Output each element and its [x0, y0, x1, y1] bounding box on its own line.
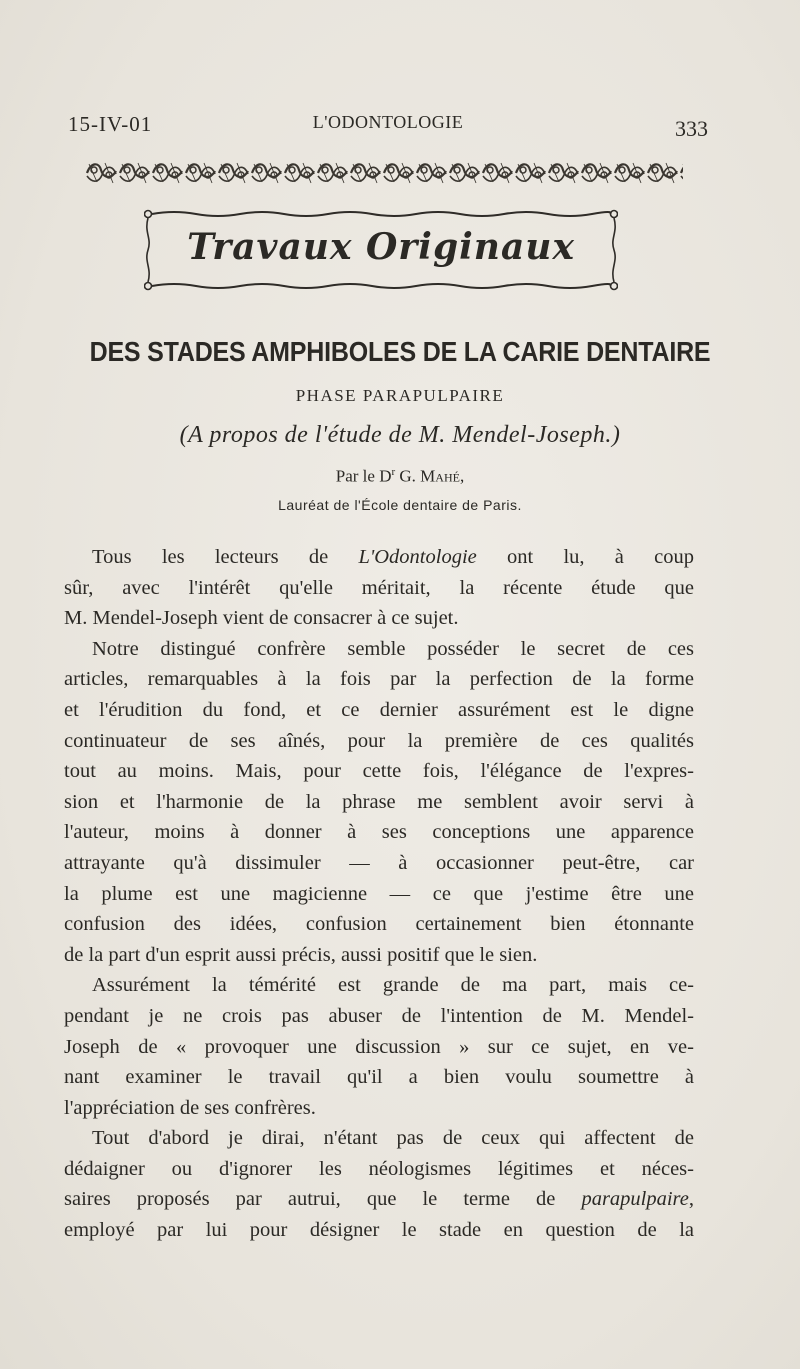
ornament-pattern-icon — [85, 158, 683, 188]
text-segment: , — [688, 1188, 694, 1211]
italic-term: L'Odontologie — [358, 546, 477, 568]
text-line — [36, 879, 694, 910]
text-line — [36, 817, 694, 848]
text-line — [36, 1032, 694, 1063]
author-name: G. Mahé, — [399, 466, 465, 486]
article-note: (A propos de l'étude de M. Mendel-Joseph.) — [179, 422, 621, 448]
paragraph — [64, 970, 694, 1123]
article-subtitle: PHASE PARAPULPAIRE — [295, 386, 505, 405]
text-segment: articles, remarquables à la fois par la perfection de la forme — [64, 668, 694, 691]
text-segment: ont lu, à coup — [476, 546, 694, 568]
text-line — [36, 756, 694, 787]
text-segment: M. Mendel-Joseph vient de consacrer à ce sujet. — [64, 607, 459, 630]
text-segment: l'appréciation de ses confrères. — [64, 1096, 316, 1119]
text-line — [36, 848, 694, 879]
running-head — [68, 112, 708, 142]
text-segment: tout au moins. Mais, pour cette fois, l'élégance de l'expres- — [64, 760, 694, 783]
text-segment: saires proposés par autrui, que le terme de — [64, 1188, 582, 1211]
text-segment: sion et l'harmonie de la phrase me semblent avoir servi à — [64, 790, 694, 813]
text-line — [36, 726, 694, 757]
text-line — [64, 634, 694, 665]
text-segment: sûr, avec l'intérêt qu'elle méritait, la récente étude que — [64, 576, 694, 599]
text-line — [36, 909, 694, 940]
text-segment: l'auteur, moins à donner à ses conceptions une apparence — [64, 821, 694, 844]
section-title: Travaux Originaux — [187, 226, 575, 268]
journal-name: L'ODONTOLOGIE — [312, 112, 464, 132]
text-segment: dédaigner ou d'ignorer les néologismes légitimes et néces- — [64, 1157, 694, 1180]
text-line — [36, 1093, 694, 1124]
text-segment: attrayante qu'à dissimuler — à occasionner peut-être, car — [64, 851, 694, 874]
text-segment: continuateur de ses aînés, pour la première de ces qualités — [64, 729, 694, 752]
text-segment: employé par lui pour désigner le stade en question de la — [64, 1219, 694, 1242]
section-title-frame — [144, 208, 618, 292]
text-segment: la plume est une magicienne — ce que j'estime être une — [64, 882, 694, 905]
text-segment: confusion des idées, confusion certainement bien étonnante — [64, 913, 694, 936]
text-line — [36, 1215, 694, 1246]
text-segment: pendant je ne crois pas abuser de l'intention de M. Mendel- — [64, 1004, 694, 1027]
text-segment: Assurément la témérité est grande de ma part, mais ce- — [92, 974, 694, 997]
text-line — [64, 542, 694, 573]
paragraph — [64, 1123, 694, 1245]
text-line — [36, 695, 694, 726]
ornamental-band — [85, 158, 683, 188]
article-title: DES STADES AMPHIBOLES DE LA CARIE DENTAIRE — [89, 336, 711, 368]
issue-date: 15-IV-01 — [68, 112, 153, 136]
text-line — [36, 603, 694, 634]
italic-term: parapulpaire — [581, 1188, 689, 1211]
paragraph — [64, 634, 694, 971]
text-line — [64, 1123, 694, 1154]
text-line — [36, 1062, 694, 1093]
text-line — [36, 664, 694, 695]
text-line — [36, 787, 694, 818]
paragraph — [64, 542, 694, 634]
text-line — [36, 1184, 694, 1215]
text-segment: de la part d'un esprit aussi précis, aussi positif que le sien. — [64, 943, 538, 966]
page-number: 333 — [675, 116, 708, 141]
text-segment: nant examiner le travail qu'il a bien voulu soumettre à — [64, 1066, 694, 1089]
text-line — [36, 940, 694, 971]
text-segment: Notre distingué confrère semble posséder le secret de ces — [92, 637, 694, 660]
text-segment: Tout d'abord je dirai, n'étant pas de ceux qui affectent de — [92, 1127, 694, 1150]
byline — [60, 466, 740, 487]
text-line — [36, 1154, 694, 1185]
text-line — [36, 1001, 694, 1032]
text-segment: Tous les lecteurs de — [92, 546, 359, 568]
byline-prefix: Par le D — [335, 466, 392, 486]
text-segment: et l'érudition du fond, et ce dernier assurément est le digne — [64, 698, 694, 721]
byline-sup: r — [391, 466, 396, 478]
text-line — [36, 573, 694, 604]
author-affiliation: Lauréat de l'École dentaire de Paris. — [278, 497, 522, 513]
article-body — [64, 542, 694, 1246]
text-segment: Joseph de « provoquer une discussion » sur ce sujet, en ve- — [64, 1035, 694, 1058]
text-line — [64, 970, 694, 1001]
